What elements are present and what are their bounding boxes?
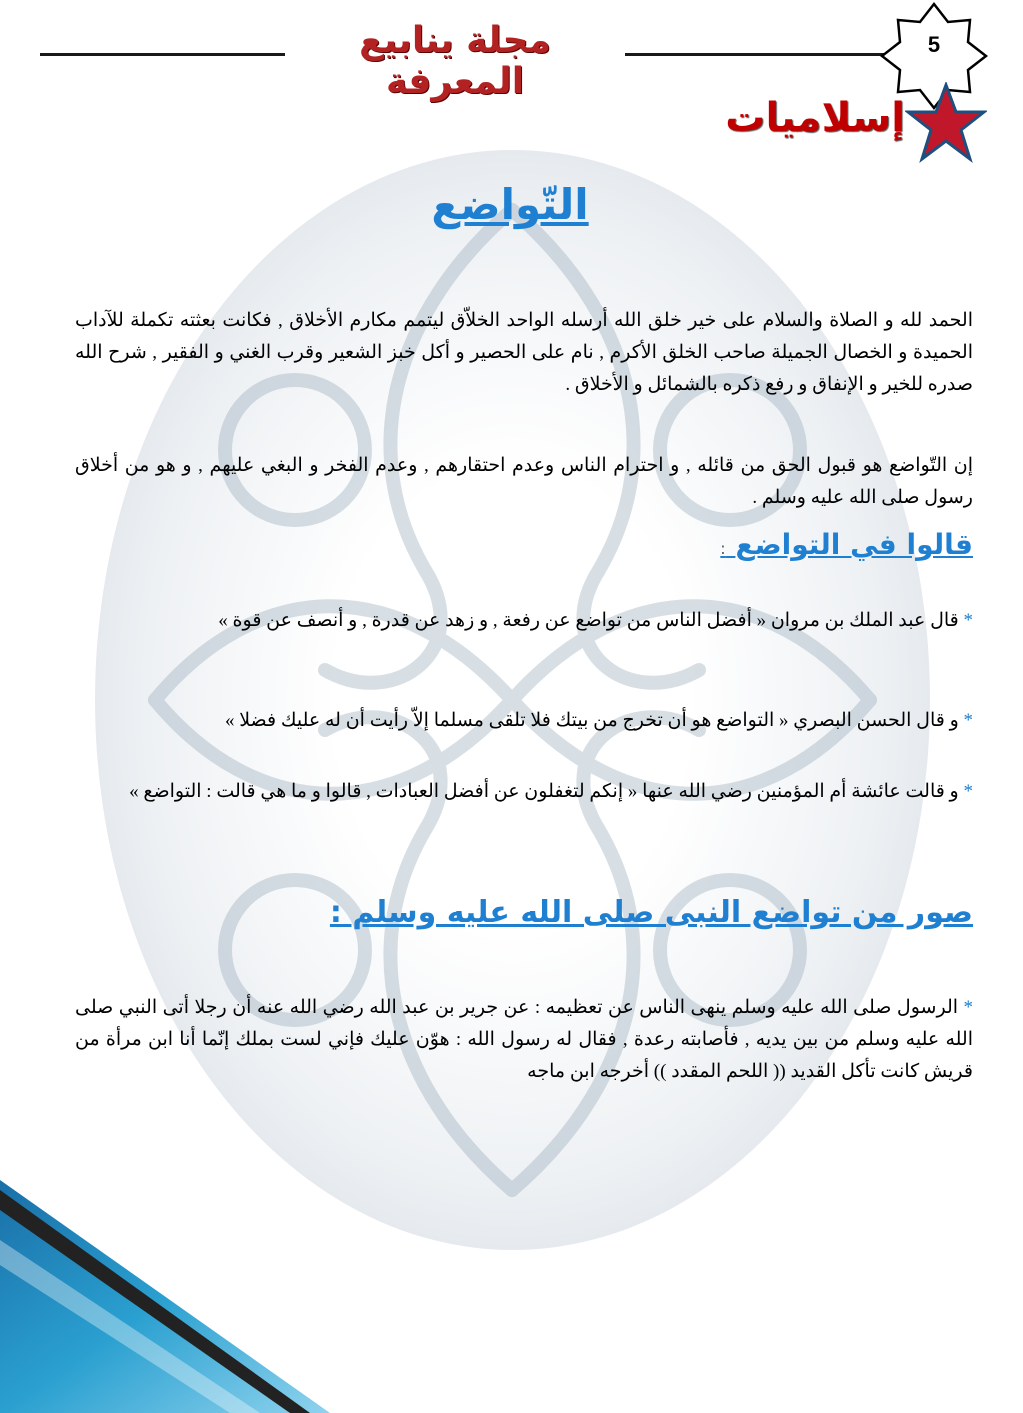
quote-text: و قال الحسن البصري « التواضع هو أن تخرج من بيتك فلا تلقى مسلما إلاّ رأيت أن له عليك فضلا »: [224, 710, 959, 731]
quotes-heading: [720, 528, 973, 561]
quote-item: [75, 605, 973, 637]
quote-item: [75, 776, 973, 808]
bullet-star: *: [963, 710, 973, 731]
article-title: التّواضع: [431, 180, 589, 229]
header-rule-left: [40, 53, 285, 56]
bullet-star: *: [963, 997, 973, 1018]
definition-paragraph: إن التّواضع هو قبول الحق من قائله , و احترام الناس وعدم احتقارهم , وعدم الفخر و البغي عليهم , و هو من أخلاق رسول صلى الله عليه وسلم .: [75, 455, 973, 508]
corner-decoration: [0, 1180, 400, 1413]
section-title: إسلاميات: [725, 95, 905, 141]
intro-paragraph: الحمد لله و الصلاة والسلام على خير خلق الله أرسله الواحد الخلاّق ليتمم مكارم الأخلاق , فكانت بعثته تكملة للآداب الحميدة و الخصال الجميلة صاحب الخلق الأكرم , نام على الحصير و أكل خبز الشعير وقرب الغني و الفقير , شرح الله صدره للخير و الإنفاق و رفع ذكره بالشمائل و الأخلاق .: [75, 310, 973, 395]
quote-text: قال عبد الملك بن مروان « أفضل الناس من تواضع عن رفعة , و زهد عن قدرة , و أنصف عن قوة »: [218, 610, 959, 631]
bullet-star: *: [963, 610, 973, 631]
bullet-star: *: [963, 781, 973, 802]
quotes-heading-colon: :: [720, 539, 726, 558]
header-rule-right: [625, 53, 885, 56]
hadith-text: الرسول صلى الله عليه وسلم ينهى الناس عن تعظيمه : عن جرير بن عبد الله رضي الله عنه أن رجلا أتى النبي صلى الله عليه وسلم من بين يديه , فأصابته رعدة , فقال له رسول الله : هوّن عليك فإني لست بملك إنّما أنا ابن مرأة من قريش كانت تأكل القديد (( اللحم المقدد )) أخرجه ابن ماجه: [75, 997, 973, 1082]
examples-heading: صور من تواضع النبى صلى الله عليه وسلم :: [329, 895, 973, 930]
page-number: 5: [927, 32, 941, 57]
quote-item: [75, 705, 973, 737]
hadith-paragraph: [75, 992, 973, 1088]
quotes-heading-text: قالوا في التواضع: [735, 528, 973, 561]
quote-text: و قالت عائشة أم المؤمنين رضي الله عنها « إنكم لتغفلون عن أفضل العبادات , قالوا و ما هي قالت : التواضع »: [129, 781, 959, 802]
red-star-icon: [905, 82, 987, 164]
magazine-title: مجلة ينابيع المعرفة: [359, 20, 551, 102]
